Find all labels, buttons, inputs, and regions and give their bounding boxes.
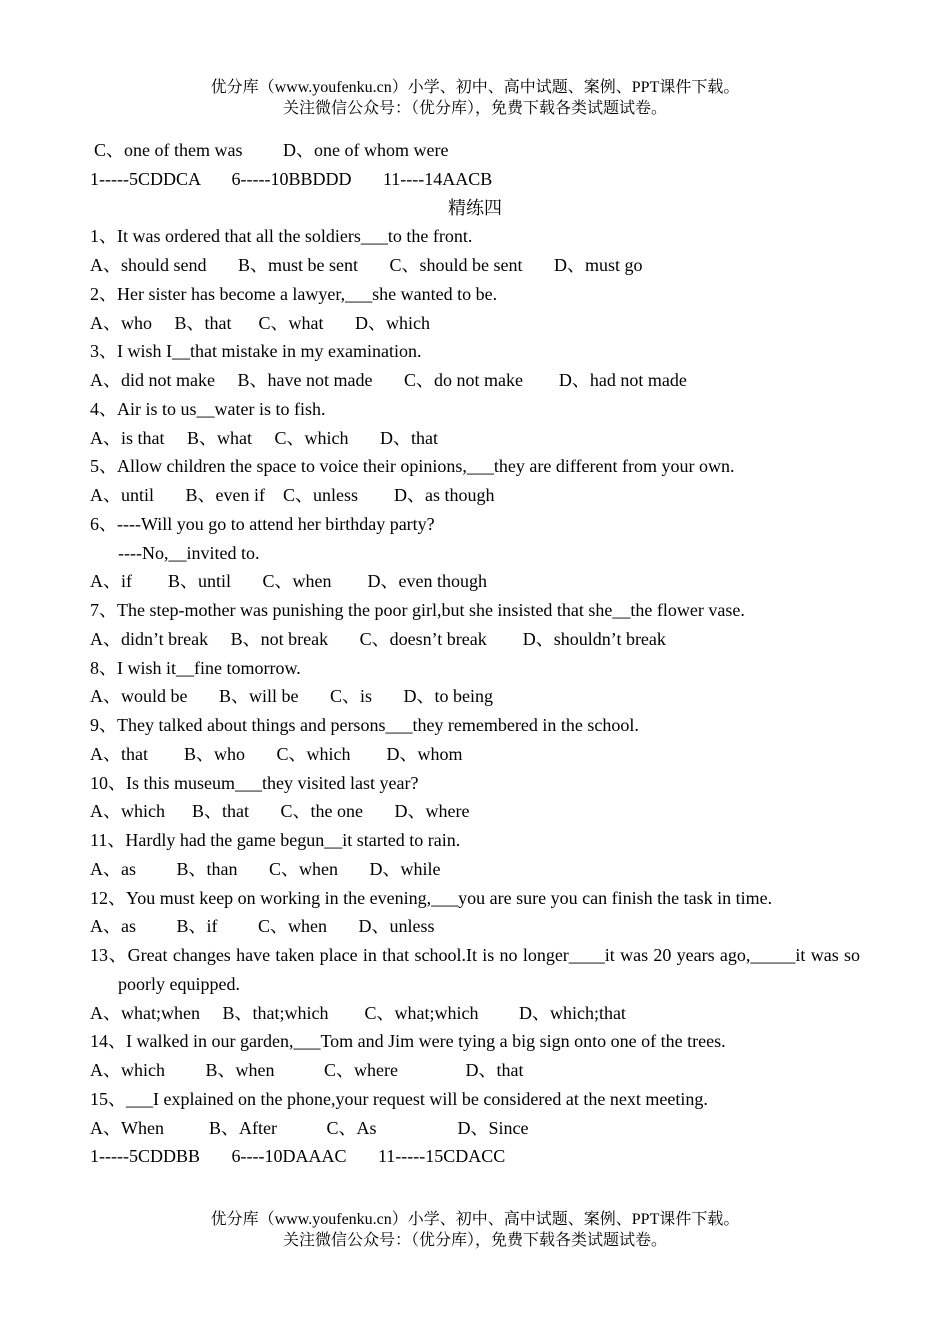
question-1 — [90, 222, 860, 280]
question-6 — [90, 510, 860, 596]
question-text: 15、___I explained on the phone,your request will be considered at the next meeting. — [90, 1088, 708, 1109]
question-text: 7、The step-mother was punishing the poor girl,but she insisted that she__the flower vase. — [90, 600, 745, 620]
answer-key: 1-----5CDDBB 6----10DAAAC 11-----15CDACC — [90, 1146, 506, 1167]
question-text: 14、I walked in our garden,___Tom and Jim were tying a big sign onto one of the trees. — [90, 1031, 726, 1052]
question-text: 3、I wish I__that mistake in my examination. — [90, 341, 422, 362]
question-text: 1、It was ordered that all the soldiers___to the front. — [90, 226, 473, 247]
question-2 — [90, 280, 860, 338]
question-text: 6、----Will you go to attend her birthday party? — [90, 513, 435, 534]
question-options: A、should send B、must be sent C、should be sent D、must go — [90, 255, 643, 275]
question-text: 10、Is this museum___they visited last year? — [90, 772, 419, 793]
question-8 — [90, 654, 860, 712]
question-14 — [90, 1027, 860, 1085]
footer-line-1: 优分库（www.youfenku.cn）小学、初中、高中试题、案例、PPT课件下载。 — [210, 1211, 740, 1228]
question-options: A、is that B、what C、which D、that — [90, 427, 438, 448]
question-15 — [90, 1085, 860, 1143]
header-line-1: 优分库（www.youfenku.cn）小学、初中、高中试题、案例、PPT课件下载。 — [210, 79, 740, 96]
question-options: A、didn’t break B、not break C、doesn’t break D、shouldn’t break — [90, 628, 666, 649]
question-options: A、that B、who C、which D、whom — [90, 743, 463, 764]
question-11 — [90, 826, 860, 884]
question-options: A、what;when B、that;which C、what;which D、which;that — [90, 1002, 626, 1023]
section-title: 精练四 — [448, 197, 502, 218]
question-5 — [90, 452, 860, 510]
question-text: 8、I wish it__fine tomorrow. — [90, 657, 301, 678]
question-options: A、which B、when C、where D、that — [90, 1060, 524, 1080]
page-header — [0, 77, 950, 119]
prev-question-options: C、one of them was D、one of whom were — [94, 140, 449, 160]
question-text: 13、Great changes have taken place in that school.It is no longer____it was 20 years ago,_____it was so poorly equipped. — [90, 945, 860, 994]
question-7 — [90, 596, 860, 654]
page-footer — [0, 1209, 950, 1251]
question-10 — [90, 769, 860, 827]
document-body — [90, 136, 860, 1171]
question-options: A、as B、than C、when D、while — [90, 858, 441, 879]
question-text: 11、Hardly had the game begun__it started to rain. — [90, 830, 461, 850]
header-line-2: 关注微信公众号：（优分库），免费下载各类试题试卷。 — [282, 100, 667, 117]
question-text: 5、Allow children the space to voice their opinions,___they are different from your own. — [90, 456, 735, 477]
question-9 — [90, 711, 860, 769]
question-options: A、would be B、will be C、is D、to being — [90, 686, 493, 707]
question-options: A、which B、that C、the one D、where — [90, 801, 470, 822]
question-text: 9、They talked about things and persons___they remembered in the school. — [90, 715, 639, 735]
footer-line-2: 关注微信公众号：（优分库），免费下载各类试题试卷。 — [282, 1232, 667, 1249]
question-12 — [90, 884, 860, 942]
question-options: A、until B、even if C、unless D、as though — [90, 485, 495, 505]
question-4 — [90, 395, 860, 453]
question-text: 4、Air is to us__water is to fish. — [90, 398, 326, 419]
question-options: A、who B、that C、what D、which — [90, 312, 430, 333]
question-options: A、When B、After C、As D、Since — [90, 1117, 529, 1138]
question-options: A、as B、if C、when D、unless — [90, 916, 435, 937]
question-text-reply: ----No,__invited to. — [118, 542, 260, 563]
question-text: 2、Her sister has become a lawyer,___she wanted to be. — [90, 283, 498, 304]
prev-answer-key: 1-----5CDDCA 6-----10BBDDD 11----14AACB — [90, 168, 493, 189]
question-options: A、if B、until C、when D、even though — [90, 571, 487, 592]
question-13 — [90, 941, 860, 1027]
question-options: A、did not make B、have not made C、do not make D、had not made — [90, 370, 687, 390]
question-text: 12、You must keep on working in the evening,___you are sure you can finish the task in time. — [90, 887, 773, 908]
question-3 — [90, 337, 860, 395]
